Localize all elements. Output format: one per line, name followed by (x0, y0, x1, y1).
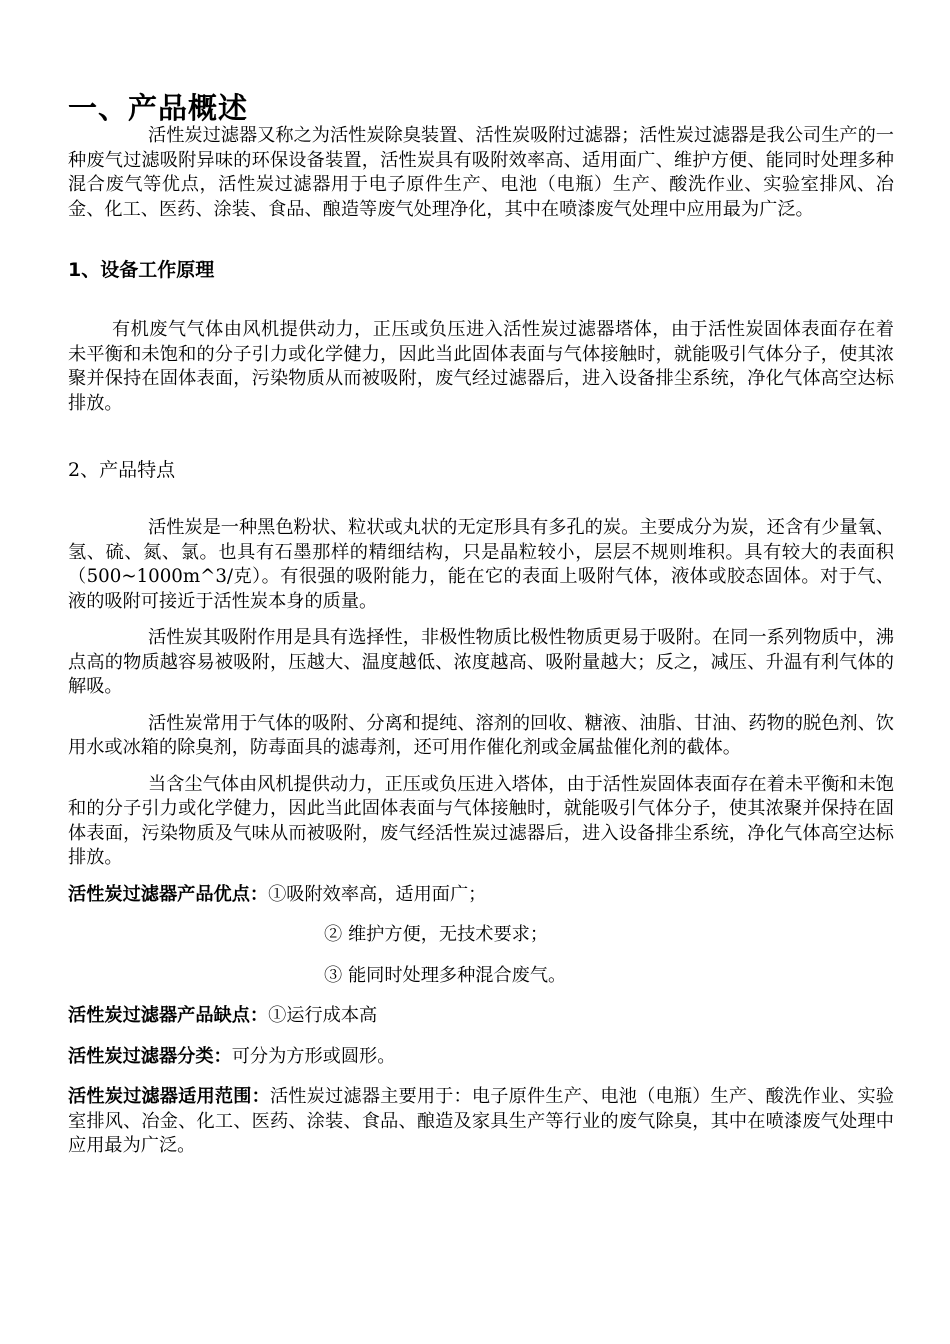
document-page (68, 88, 894, 1159)
features-paragraph: 当含尘气体由风机提供动力，正压或负压进入塔体，由于活性炭固体表面存在着未平衡和未饱和的分子引力或化学健力，因此当此固体表面与气体接触时，就能吸引气体分子，使其浓聚并保持在固体表面，污染物质及气味从而被吸附，废气经活性炭过滤器后，进入设备排尘系统，净化气体高空达标排放。 (68, 773, 894, 868)
advantages-line (68, 883, 894, 908)
features-paragraph: 活性炭其吸附作用是具有选择性，非极性物质比极性物质更易于吸附。在同一系列物质中，沸点高的物质越容易被吸附，压越大、温度越低、浓度越高、吸附量越大；反之，减压、升温有利气体的解吸。 (68, 627, 894, 697)
scope-paragraph (68, 1085, 894, 1159)
advantage-item: ② 维护方便，无技术要求； (324, 924, 549, 945)
scope-text: 活性炭过滤器主要用于：电子原件生产、电池（电瓶）生产、酸洗作业、实验室排风、冶金、化工、医药、涂装、食品、酿造及家具生产等行业的废气除臭，其中在喷漆废气处理中应用最为广泛。 (68, 1086, 894, 1156)
principle-heading: 1、设备工作原理 (68, 259, 215, 281)
classification-line (68, 1045, 894, 1070)
classification-label: 活性炭过滤器分类： (68, 1045, 232, 1067)
disadvantages-line (68, 1004, 894, 1029)
features-paragraph: 活性炭常用于气体的吸附、分离和提纯、溶剂的回收、糖液、油脂、甘油、药物的脱色剂、饮用水或冰箱的除臭剂，防毒面具的滤毒剂，还可用作催化剂或金属盐催化剂的截体。 (68, 712, 894, 758)
features-paragraph: 活性炭是一种黑色粉状、粒状或丸状的无定形具有多孔的炭。主要成分为炭，还含有少量氧、氢、硫、氮、氯。也具有石墨那样的精细结构，只是晶粒较小，层层不规则堆积。具有较大的表面积（500~1000m^3/克）。有很强的吸附能力，能在它的表面上吸附气体，液体或胶态固体。对于气、液的吸附可接近于活性炭本身的质量。 (68, 517, 894, 612)
scope-label: 活性炭过滤器适用范围： (68, 1086, 270, 1107)
advantages-label: 活性炭过滤器产品优点： (68, 883, 269, 905)
advantage-item: ①吸附效率高，适用面广； (268, 883, 487, 905)
advantage-item: ③ 能同时处理多种混合废气。 (324, 964, 567, 986)
overview-paragraph: 活性炭过滤器又称之为活性炭除臭装置、活性炭吸附过滤器；活性炭过滤器是我公司生产的一种废气过滤吸附异味的环保设备装置，活性炭具有吸附效率高、适用面广、维护方便、能同时处理多种混合废气等优点，活性炭过滤器用于电子原件生产、电池（电瓶）生产、酸洗作业、实验室排风、冶金、化工、医药、涂装、食品、酿造等废气处理净化，其中在喷漆废气处理中应用最为广泛。 (68, 125, 894, 220)
principle-paragraph: 有机废气气体由风机提供动力，正压或负压进入活性炭过滤器塔体，由于活性炭固体表面存在着未平衡和未饱和的分子引力或化学健力，因此当此固体表面与气体接触时，就能吸引气体分子，使其浓聚并保持在固体表面，污染物质从而被吸附，废气经过滤器后，进入设备排尘系统，净化气体高空达标排放。 (68, 319, 894, 414)
overview-title: 一、产品概述 (68, 91, 249, 125)
classification-text: 可分为方形或圆形。 (231, 1045, 396, 1067)
disadvantages-text: ①运行成本高 (268, 1005, 378, 1026)
features-heading: 2、产品特点 (68, 459, 176, 481)
disadvantages-label: 活性炭过滤器产品缺点： (68, 1005, 269, 1026)
